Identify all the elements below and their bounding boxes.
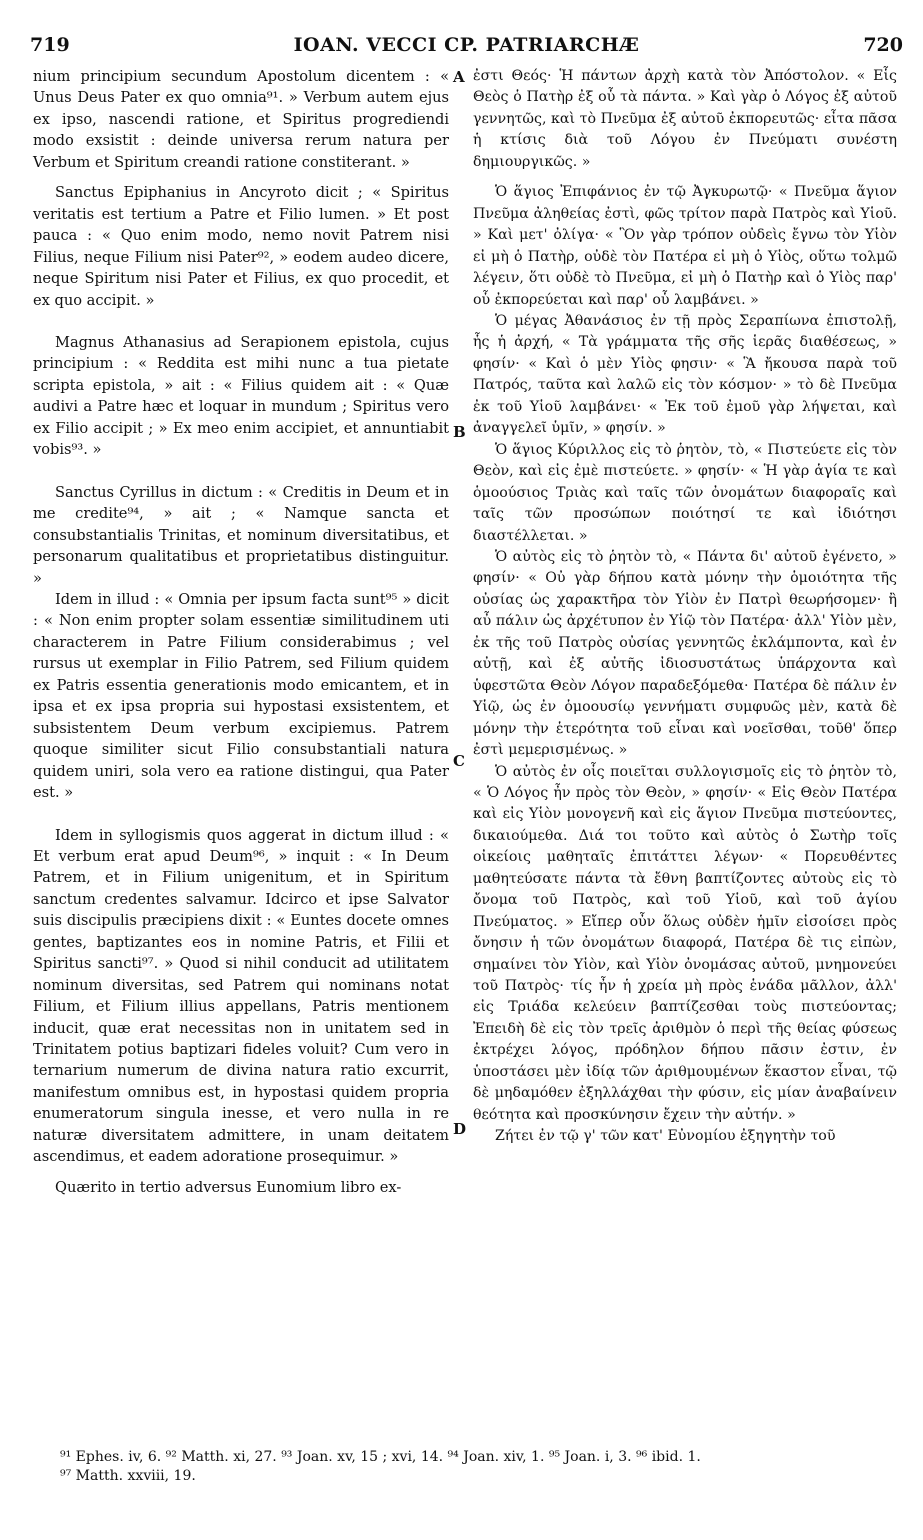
latin-paragraph: nium principium secundum Apostolum dicentem : « Unus Deus Pater ex quo omnia⁹¹. » Verbum autem ejus ex ipso, nascendi ratione, et Spiritus progrediendi modo exsistit : deinde universa rerum natura per Verbum et Spiritum creandi ratione constiterant. » — [33, 68, 449, 171]
greek-paragraph: Ὁ ἅγιος Ἐπιφάνιος ἐν τῷ Ἀγκυρωτῷ· « Πνεῦμα ἅγιον Πνεῦμα ἀληθείας ἐστὶ, φῶς τρίτον παρὰ Πατρὸς καὶ Υἱοῦ. » Καὶ μετ' ὀλίγα· « Ὃν γὰρ τρόπον οὐδεὶς ἔγνω τὸν Υἱὸν εἰ μὴ ὁ Πατὴρ, οὐδὲ τὸν Πατέρα εἰ μὴ ὁ Υἱὸς, οὕτω τολμῶ λέγειν, ὅτι οὐδὲ τὸ Πνεῦμα, εἰ μὴ ὁ Πατὴρ καὶ ὁ Υἱὸς παρ' οὗ ἐκπορεύεται καὶ παρ' οὗ λαμβάνει. » — [473, 184, 897, 308]
footnote-line: ⁹⁷ Matth. xxviii, 19. — [60, 1468, 196, 1484]
latin-paragraph: Sanctus Epiphanius in Ancyroto dicit ; « Spiritus veritatis est tertium a Patre et Filio lumen. » Et post pauca : « Quo enim modo, nemo novit Patrem nisi Filius, neque Filium nisi Pater⁹², » eodem audeo dicere, neque Spiritum nisi Pater et Filius, ex quo procedit, et ex quo accipit. » — [33, 184, 449, 309]
greek-paragraph: Ὁ αὐτὸς ἐν οἷς ποιεῖται συλλογισμοῖς εἰς τὸ ῥητὸν τὸ, « Ὁ Λόγος ἦν πρὸς τὸν Θεὸν, » φησίν· « Εἰς Θεὸν Πατέρα καὶ εἰς Υἱὸν μονογενῆ καὶ εἰς ἅγιον Πνεῦμα πιστεύοντες, δικαιούμεθα. Διά τοι τοῦτο καὶ αὐτὸς ὁ Σωτὴρ τοῖς οἰκείοις μαθηταῖς ἐπιτάττει λέγων· « Πορευθέντες μαθητεύσατε πάντα τὰ ἔθνη βαπτίζοντες αὐτοὺς εἰς τὸ ὄνομα τοῦ Πατρὸς, καὶ τοῦ Υἱοῦ, καὶ τοῦ ἁγίου Πνεύματος. » Εἴπερ οὖν ὅλως οὐδὲν ἡμῖν εἰσοίσει πρὸς ὄνησιν ἡ τῶν ὀνομάτων διαφορά, Πατέρα δὲ τις εἰπὼν, σημαίνει τὸν Υἱὸν, καὶ Υἱὸν ὀνομάσας αὐτοῦ, μνημονεύει τοῦ Πατρὸς· τίς ἦν ἡ χρεία μὴ πρὸς ἑνάδα μᾶλλον, ἀλλ' εἰς Τριάδα κελεύειν βαπτίζεσθαι τοὺς πιστεύοντας; Ἐπειδὴ δὲ εἰς τὸν τρεῖς ἀριθμὸν ὁ περὶ τῆς θείας φύσεως ἐκτρέχει λόγος, πρόδηλον δήπου πᾶσιν ἐστιν, ἐν ὑποστάσει μὲν ἰδίᾳ τῶν ἀριθμουμένων ἕκαστον εἶναι, τῷ δὲ μηδαμόθεν ἐξηλλάχθαι τὴν φύσιν, εἰς μίαν ἀναβαίνειν θεότητα καὶ προσκύνησιν ἔχειν τὴν αὐτήν. » — [473, 763, 897, 1123]
greek-paragraph: Ὁ αὐτὸς εἰς τὸ ῥητὸν τὸ, « Πάντα δι' αὐτοῦ ἐγένετο, » φησίν· « Οὐ γὰρ δήπου κατὰ μόνην τὴν ὁμοιότητα τῆς οὐσίας ὡς χαρακτῆρα τὸν Υἱὸν ἐν Πατρὶ θεωρήσομεν· ἢ αὖ πάλιν ὡς ἀρχέτυπον ἐν Υἱῷ τὸν Πατέρα· ἀλλ' Υἱὸν μὲν, ἐκ τῆς τοῦ Πατρὸς οὐσίας γεννητῶς ἐκλάμποντα, καὶ ἐν αὐτῇ, καὶ ἐξ αὐτῆς ἰδιοσυστάτως ὑπάρχοντα καὶ ὑφεστῶτα Θεὸν Λόγον παραδεξόμεθα· Πατέρα δὲ πάλιν ἐν Υἱῷ, ὡς ἐν ὁμοουσίῳ γεννήματι συμφυῶς μὲν, κατὰ δὲ μόνην τὴν ἑτερότητα τοῦ εἶναι καὶ νοεῖσθαι, τοῦθ' ὅπερ ἐστὶ μεμερισμένως. » — [473, 548, 897, 759]
latin-paragraph: Idem in illud : « Omnia per ipsum facta sunt⁹⁵ » dicit : « Non enim propter solam essentiæ similitudinem uti characterem in Patre Filium considerabimus ; vel rursus ut exemplar in Filio Patrem, sed Filium quidem ex Patris essentia generationis modo emicantem, et in ipsa et ex ipsa propria sui hypostasi exsistentem, et subsistentem Deum verbum excipiemus. Patrem quoque similiter sicut Filio consubstantiali natura quidem uniri, sola vero ea ratione distingui, qua Pater est. » — [33, 590, 449, 802]
page-number-right: 720 — [863, 34, 903, 56]
greek-paragraph: ἐστι Θεός· Ἡ πάντων ἀρχὴ κατὰ τὸν Ἀπόστολον. « Εἷς Θεὸς ὁ Πατὴρ ἐξ οὗ τὰ πάντα. » Καὶ γὰρ ὁ Λόγος ἐξ αὐτοῦ γεννητῶς, καὶ τὸ Πνεῦμα ἐξ αὐτοῦ ἐκπορευτῶς· εἶτα πᾶσα ἡ κτίσις διὰ τοῦ Λόγου ἐν Πνεύματι συνέστη δημιουργικῶς. » — [473, 68, 897, 170]
section-marker-b: B — [453, 423, 466, 441]
footnote-line: ⁹¹ Ephes. iv, 6. ⁹² Matth. xi, 27. ⁹³ Joan. xv, 15 ; xvi, 14. ⁹⁴ Joan. xiv, 1. ⁹⁵ Joan. i, 3. ⁹⁶ ibid. 1. — [60, 1449, 701, 1465]
latin-column — [33, 66, 449, 1198]
greek-paragraph: Ὁ μέγας Ἀθανάσιος ἐν τῇ πρὸς Σεραπίωνα ἐπιστολῇ, ἧς ἡ ἀρχή, « Τὰ γράμματα τῆς σῆς ἱερᾶς διαθέσεως, » φησίν· « Καὶ ὁ μὲν Υἱὸς φησιν· « Ἃ ἤκουσα παρὰ τοῦ Πατρός, ταῦτα καὶ λαλῶ εἰς τὸν κόσμον· » τὸ δὲ Πνεῦμα ἐκ τοῦ Υἱοῦ λαμβάνει· « Ἐκ τοῦ ἐμοῦ γὰρ λήψεται, καὶ ἀναγγελεῖ ὑμῖν, » φησίν. » — [473, 312, 897, 437]
latin-paragraph: Sanctus Cyrillus in dictum : « Creditis in Deum et in me credite⁹⁴, » ait ; « Namque sancta et consubstantialis Trinitas, et nominum diversitatibus, et personarum qualitatibus et proprietatibus distinguitur. » — [33, 483, 449, 587]
latin-paragraph: Quærito in tertio adversus Eunomium libro ex- — [55, 1178, 402, 1196]
greek-column — [473, 66, 897, 1148]
greek-paragraph: Ὁ ἅγιος Κύριλλος εἰς τὸ ῥητὸν, τὸ, « Πιστεύετε εἰς τὸν Θεὸν, καὶ εἰς ἐμὲ πιστεύετε. » φησίν· « Ἡ γὰρ ἁγία τε καὶ ὁμοούσιος Τριὰς καὶ ταῖς τῶν ὀνομάτων διαφοραῖς καὶ ταῖς τῶν προσώπων ποιότησί τε καὶ ἰδιότησι διαστέλλεται. » — [473, 441, 897, 544]
page-number-left: 719 — [30, 34, 70, 56]
latin-paragraph: Idem in syllogismis quos aggerat in dictum illud : « Et verbum erat apud Deum⁹⁶, » inquit : « In Deum Patrem, et in Filium unigenitum, et in Spiritum sanctum credentes salvamur. Idcirco et ipse Salvator suis discipulis præcipiens dixit : « Euntes docete omnes gentes, baptizantes eos in nomine Patris, et Filii et Spiritus sancti⁹⁷. » Quod si nihil conducit ad utilitatem nominum diversitas, sed Patrem qui nominans notat Filium, et Filium illius appellans, Patris mentionem inducit, quæ erat necessitas non in unitatem sed in Trinitatem potius baptizari fideles voluit? Cum vero in ternarium numerum de divina natura ratio excurrit, manifestum omnibus est, in hypostasi quidem propria enumeratorum singula inesse, et vero nulla in re naturæ diversitatem admittere, in unam deitatem ascendimus, et eadem adoratione prosequimur. » — [33, 826, 449, 1166]
footnotes — [60, 1448, 910, 1486]
running-header — [30, 34, 903, 60]
greek-paragraph: Ζήτει ἐν τῷ γ' τῶν κατ' Εὐνομίου ἐξηγητὴν τοῦ — [495, 1128, 836, 1145]
latin-paragraph: Magnus Athanasius ad Serapionem epistola, cujus principium : « Reddita est mihi nunc a tua pietate scripta epistola, » ait : « Filius quidem ait : « Quæ audivi a Patre hæc et loquar in mundum ; Spiritus vero ex Filio accipit ; » Ex meo enim accipiet, et annuntiabit vobis⁹³. » — [33, 333, 449, 459]
section-marker-c: C — [453, 752, 465, 770]
section-marker-d: D — [453, 1120, 467, 1138]
section-marker-a: A — [453, 68, 465, 86]
running-title: IOAN. VECCI CP. PATRIARCHÆ — [293, 34, 640, 56]
